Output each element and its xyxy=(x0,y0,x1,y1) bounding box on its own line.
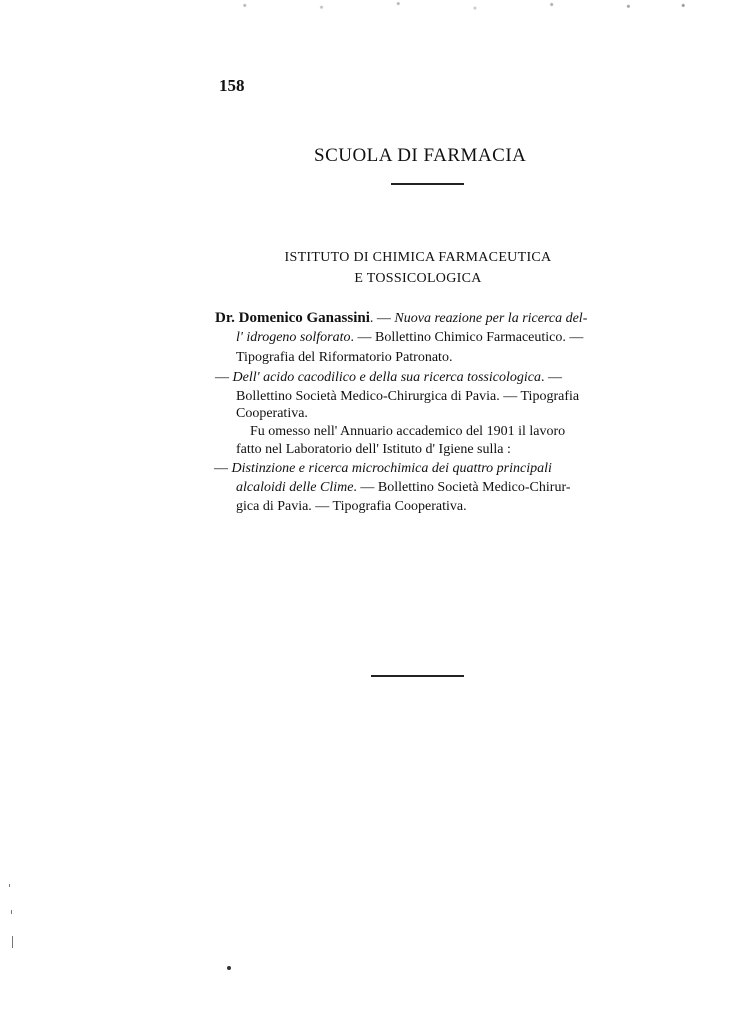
publication-title-continued: l' idrogeno solforato xyxy=(236,330,351,345)
entry-line-2 xyxy=(236,329,583,347)
entry-line-5: Bollettino Società Medico-Chirurgica di Pavia. — Tipografia xyxy=(236,389,580,404)
entry-line-3: Tipografia del Riformatorio Patronato. xyxy=(236,350,453,365)
publication-source: . — Bollettino Chimico Farmaceutico. — xyxy=(350,330,584,345)
entry-line-1 xyxy=(215,309,635,328)
entry-line-7: Fu omesso nell' Annuario accademico del 1901 il lavoro xyxy=(250,424,566,439)
publication-title: Dell' acido cacodilico e della sua ricerca tossicologica xyxy=(232,370,541,385)
margin-scan-marks xyxy=(6,880,16,960)
entry-line-4 xyxy=(215,369,562,387)
page-number: 158 xyxy=(219,76,245,95)
end-divider xyxy=(371,675,464,677)
title-divider xyxy=(391,183,464,185)
scan-noise xyxy=(190,0,738,18)
entry-dash: — xyxy=(214,461,232,476)
entry-dash: — xyxy=(215,370,233,385)
page-title: SCUOLA DI FARMACIA xyxy=(314,145,527,166)
publication-source: . — Bollettino Società Medico-Chirur- xyxy=(353,480,571,495)
publication-title: Distinzione e ricerca microchimica dei quattro principali xyxy=(231,461,552,476)
entry-line-6: Cooperativa. xyxy=(236,406,308,421)
entry-line-10 xyxy=(236,479,571,497)
entry-line-11: gica di Pavia. — Tipografia Cooperativa. xyxy=(236,499,467,514)
institute-heading-line-1: ISTITUTO DI CHIMICA FARMACEUTICA xyxy=(284,250,552,265)
author-name: Dr. Domenico Ganassini xyxy=(215,310,370,326)
scan-speck xyxy=(227,966,231,970)
institute-heading xyxy=(250,247,586,289)
institute-heading-line-2: E TOSSICOLOGICA xyxy=(354,271,482,286)
entry-line-9 xyxy=(214,460,552,478)
publication-title: Nuova reazione per la ricerca del- xyxy=(394,311,588,326)
separator: . — xyxy=(540,370,562,385)
entry-line-8: fatto nel Laboratorio dell' Istituto d' Igiene sulla : xyxy=(236,442,511,457)
publication-title-continued: alcaloidi delle Clime xyxy=(236,480,354,495)
separator: . — xyxy=(369,311,395,326)
